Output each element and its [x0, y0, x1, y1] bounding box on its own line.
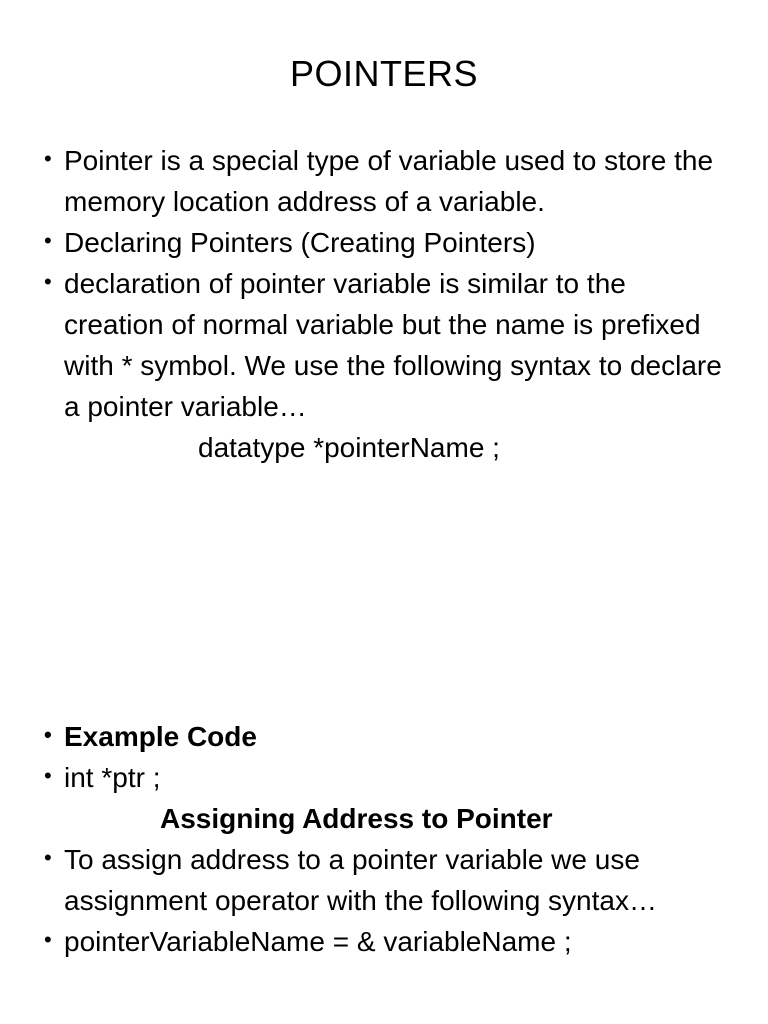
- bullet-declaration-description: • declaration of pointer variable is similar to the creation of normal variable but the name is prefixed with * symbol. We use the following syntax to declare a pointer variable…: [40, 263, 730, 427]
- bullet-assign-description: • To assign address to a pointer variable we use assignment operator with the following syntax…: [40, 839, 730, 921]
- bullet-declaring-pointers: • Declaring Pointers (Creating Pointers): [40, 222, 730, 263]
- bullet-example-code-heading: • Example Code: [40, 716, 730, 757]
- assign-heading: Assigning Address to Pointer: [160, 803, 553, 834]
- bullet-pointer-definition: • Pointer is a special type of variable used to store the memory location address of a variable.: [40, 140, 730, 222]
- bullet-assign-syntax: • pointerVariableName = & variableName ;: [40, 921, 730, 962]
- top-content: [40, 140, 730, 468]
- slide-title: POINTERS: [289, 53, 479, 94]
- declaration-syntax: datatype *pointerName ;: [198, 432, 500, 463]
- bottom-content: [40, 716, 730, 962]
- bullet-example-code: • int *ptr ;: [40, 757, 730, 798]
